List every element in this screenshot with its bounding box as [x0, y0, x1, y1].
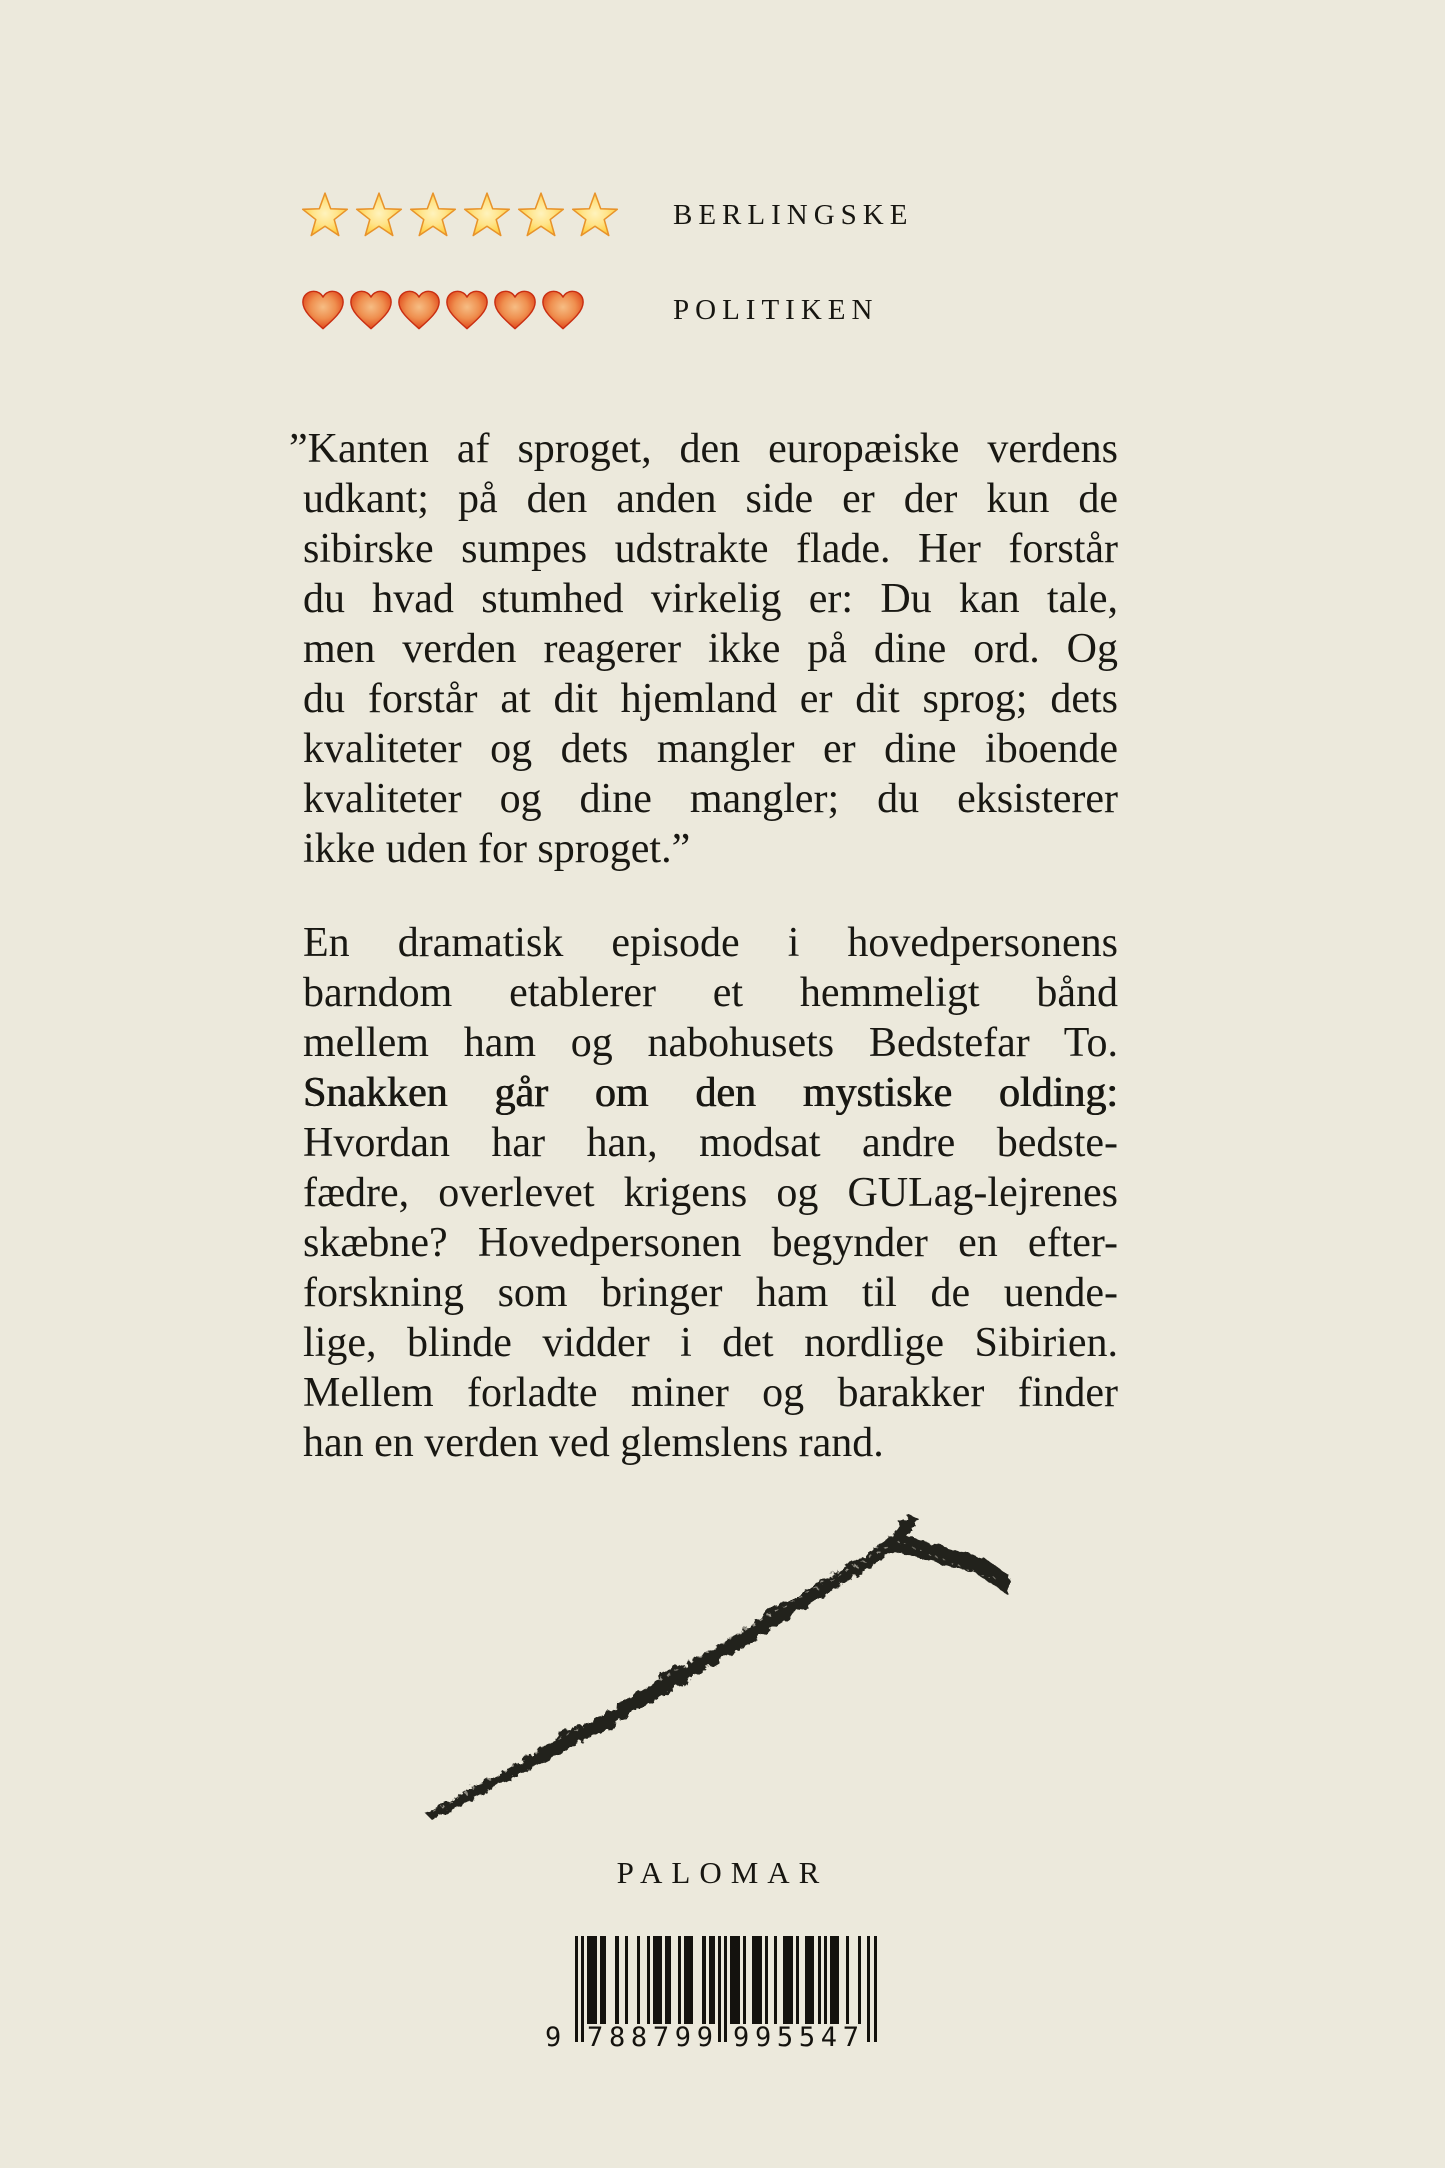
- heart-icon: [492, 287, 538, 333]
- synopsis-line-emphasized: Snakken går om den mystiske olding:: [303, 1070, 1118, 1116]
- heart-rating: [300, 287, 632, 333]
- star-icon: [408, 190, 458, 240]
- quote-line: kvaliteter og dets mangler er dine iboende: [303, 726, 1118, 772]
- twig-illustration: [418, 1498, 1018, 1828]
- synopsis-line: lige, blinde vidder i det nordlige Sibirien.: [303, 1320, 1118, 1366]
- isbn-barcode: [545, 1936, 871, 2066]
- synopsis-line: Hvordan har han, modsat andre bedste-: [303, 1120, 1118, 1166]
- barcode-digits: [545, 2022, 871, 2058]
- quote-line: udkant; på den anden side er der kun de: [303, 476, 1118, 522]
- quote-block: [289, 424, 1118, 874]
- heart-icon: [348, 287, 394, 333]
- heart-icon: [540, 287, 586, 333]
- synopsis-line: barndom etablerer et hemmeligt bånd: [303, 970, 1118, 1016]
- star-icon: [300, 190, 350, 240]
- synopsis-line: fædre, overlevet krigens og GULag-lejrenes: [303, 1170, 1118, 1216]
- quote-line: ”Kanten af sproget, den europæiske verdens: [289, 426, 1118, 472]
- synopsis-line: mellem ham og nabohusets Bedstefar To.: [303, 1020, 1118, 1066]
- synopsis-line: skæbne? Hovedpersonen begynder en efter-: [303, 1220, 1118, 1266]
- review-source-politiken: POLITIKEN: [673, 293, 879, 326]
- review-politiken: [300, 283, 878, 337]
- synopsis-block: [303, 918, 1118, 1468]
- quote-line: ikke uden for sproget.”: [303, 826, 691, 872]
- review-berlingske: [300, 188, 913, 242]
- synopsis-line: Mellem forladte miner og barakker finder: [303, 1370, 1118, 1416]
- quote-line: men verden reagerer ikke på dine ord. Og: [303, 626, 1118, 672]
- star-icon: [516, 190, 566, 240]
- barcode-digit-left: 9: [545, 2022, 562, 2053]
- heart-icon: [396, 287, 442, 333]
- star-icon: [462, 190, 512, 240]
- star-icon: [354, 190, 404, 240]
- synopsis-line: forskning som bringer ham til de uende-: [303, 1270, 1118, 1316]
- quote-line: kvaliteter og dine mangler; du eksisterer: [303, 776, 1118, 822]
- publisher-name: PALOMAR: [616, 1855, 829, 1890]
- star-rating: [300, 190, 632, 240]
- synopsis-line: han en verden ved glemslens rand.: [303, 1420, 884, 1466]
- heart-icon: [300, 287, 346, 333]
- quote-line: du forstår at dit hjemland er dit sprog; dets: [303, 676, 1118, 722]
- quote-line: sibirske sumpes udstrakte flade. Her forstår: [303, 526, 1118, 572]
- barcode-digit-group2: 9 9 5 5 4 7: [733, 2022, 859, 2053]
- synopsis-line: En dramatisk episode i hovedpersonens: [303, 920, 1118, 966]
- star-icon: [570, 190, 620, 240]
- quote-line: du hvad stumhed virkelig er: Du kan tale,: [303, 576, 1118, 622]
- barcode-digit-group1: 7 8 8 7 9 9: [587, 2022, 713, 2053]
- review-source-berlingske: BERLINGSKE: [673, 198, 914, 231]
- heart-icon: [444, 287, 490, 333]
